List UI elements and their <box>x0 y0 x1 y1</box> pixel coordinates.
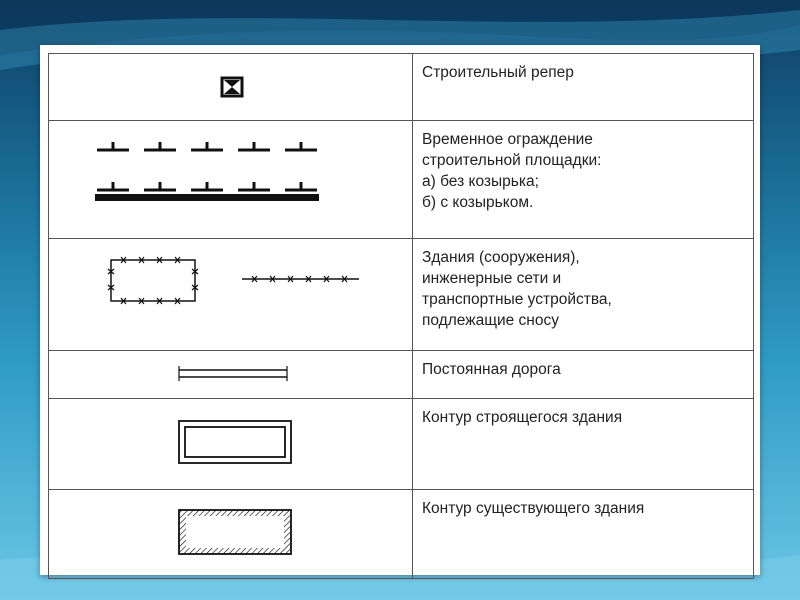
label-line: инженерные сети и <box>422 270 562 287</box>
label-line: б) с козырьком. <box>422 194 534 211</box>
benchmark-symbol-cell <box>49 54 413 121</box>
temporary-fence-symbol-cell <box>49 121 413 239</box>
building-under-construction-symbol <box>49 399 412 489</box>
legend-row-demolition <box>49 239 754 351</box>
building-under-construction-label <box>413 399 754 490</box>
benchmark-label <box>413 54 754 121</box>
legend-row-existing-building <box>49 490 754 579</box>
label-line: Временное ограждение <box>422 131 593 148</box>
existing-building-symbol <box>49 490 412 578</box>
legend-row-permanent-road <box>49 351 754 399</box>
building-under-construction-symbol-cell <box>49 399 413 490</box>
label-line: строительной площадки: <box>422 152 602 169</box>
legend-table <box>48 53 754 579</box>
legend-row-building-under-construction <box>49 399 754 490</box>
legend-row-temporary-fence <box>49 121 754 239</box>
label-line: Контур строящегося здания <box>422 409 623 426</box>
permanent-road-symbol-cell <box>49 351 413 399</box>
label-line: Контур существующего здания <box>422 500 645 517</box>
demolition-symbol <box>49 239 412 350</box>
label-line: Здания (сооружения), <box>422 249 580 266</box>
permanent-road-label <box>413 351 754 399</box>
demolition-symbol-cell <box>49 239 413 351</box>
legend-row-benchmark <box>49 54 754 121</box>
temporary-fence-symbol <box>49 121 412 238</box>
benchmark-symbol <box>49 54 412 120</box>
existing-building-label <box>413 490 754 579</box>
legend-card <box>40 45 760 575</box>
permanent-road-symbol <box>49 351 412 398</box>
existing-building-symbol-cell <box>49 490 413 579</box>
label-line: Постоянная дорога <box>422 361 561 378</box>
label-line: транспортные устройства, <box>422 291 612 308</box>
temporary-fence-label <box>413 121 754 239</box>
label-line: подлежащие сносу <box>422 312 559 329</box>
label-line: Строительный репер <box>422 64 574 81</box>
demolition-label <box>413 239 754 351</box>
label-line: а) без козырька; <box>422 173 539 190</box>
